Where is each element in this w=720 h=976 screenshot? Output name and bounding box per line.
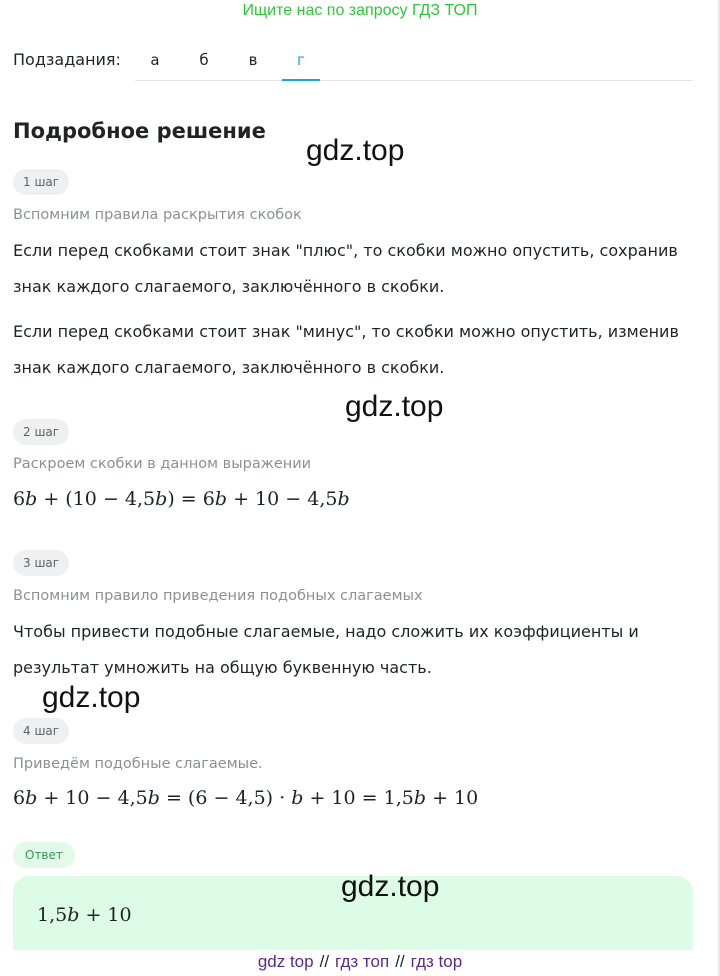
step-3-caption: Вспомним правило приведения подобных слагаемых (13, 588, 423, 604)
footer-separator: // (395, 952, 405, 971)
answer-badge: Ответ (13, 842, 75, 868)
watermark: gdz.top (42, 681, 141, 714)
watermark: gdz.top (341, 870, 440, 903)
tab-v[interactable]: в (248, 51, 258, 69)
tab-b[interactable]: б (199, 51, 209, 69)
step-2-caption: Раскроем скобки в данном выражении (13, 456, 312, 472)
step-2-formula: 6b + (10 − 4,5b) = 6b + 10 − 4,5b (13, 488, 350, 510)
step-1-paragraph-2: Если перед скобками стоит знак "минус", то скобки можно опустить, изменив знак каждого слагаемого, заключённого в скобки. (13, 322, 679, 377)
tab-a[interactable]: а (150, 51, 160, 69)
step-1-caption: Вспомним правила раскрытия скобок (13, 207, 302, 223)
step-4-badge: 4 шаг (13, 718, 69, 744)
step-4-formula: 6b + 10 − 4,5b = (6 − 4,5) · b + 10 = 1,5b + 10 (13, 787, 479, 809)
step-4-caption: Приведём подобные слагаемые. (13, 756, 263, 772)
step-1-badge: 1 шаг (13, 169, 69, 195)
footer-link-gdz-top[interactable]: gdz top (257, 952, 314, 971)
step-3-paragraph: Чтобы привести подобные слагаемые, надо сложить их коэффициенты и результат умножить на общую буквенную часть. (13, 622, 639, 677)
subtask-tabs (135, 44, 693, 81)
footer-link-gdz-top-mixed[interactable]: гдз top (410, 952, 463, 971)
footer-separator: // (319, 952, 330, 971)
watermark: gdz.top (306, 134, 405, 167)
promo-banner[interactable]: Ищите нас по запросу ГДЗ ТОП (242, 2, 478, 19)
subtasks-label: Подзадания: (13, 50, 121, 69)
solution-heading: Подробное решение (13, 119, 266, 143)
tab-g[interactable]: г (282, 44, 320, 81)
footer-link-gdz-top-ru[interactable]: гдз топ (335, 952, 390, 971)
watermark: gdz.top (345, 390, 444, 423)
step-1-paragraph-1: Если перед скобками стоит знак "плюс", то скобки можно опустить, сохранив знак каждого слагаемого, заключённого в скобки. (13, 241, 678, 296)
answer-formula: 1,5b + 10 (37, 904, 132, 926)
footer-links (0, 950, 720, 976)
step-2-badge: 2 шаг (13, 419, 69, 445)
subtasks-bar (13, 44, 121, 80)
step-3-badge: 3 шаг (13, 550, 69, 576)
